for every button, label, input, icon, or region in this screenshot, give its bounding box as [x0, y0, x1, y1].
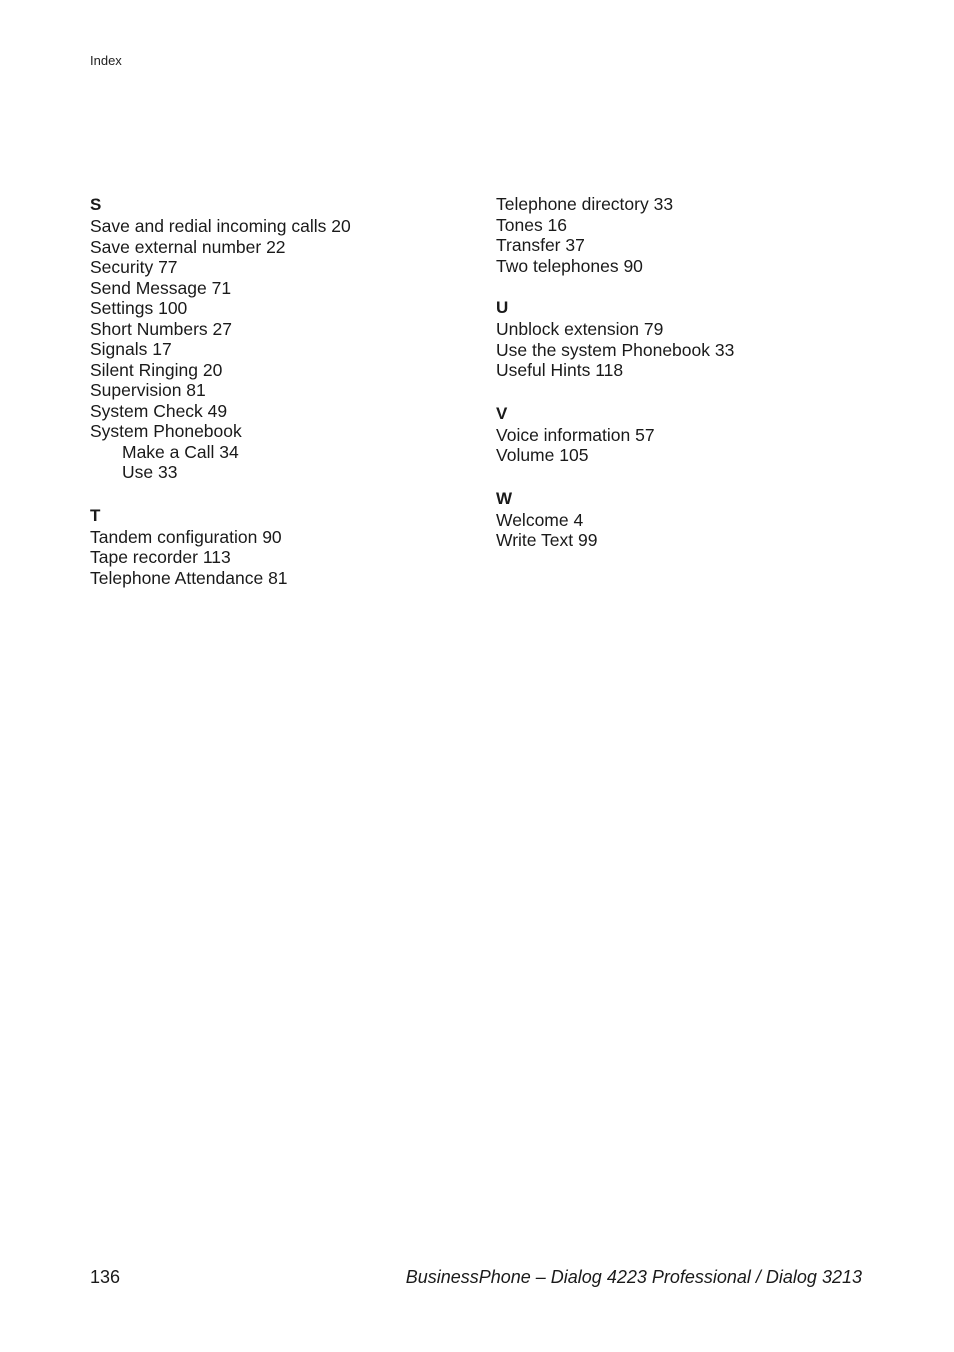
index-section — [90, 194, 470, 483]
index-section — [496, 488, 876, 551]
index-entry: Send Message 71 — [90, 277, 232, 298]
index-entry: System Phonebook — [90, 421, 242, 441]
index-entry: Save and redial incoming calls 20 — [90, 216, 351, 236]
index-entry: Tape recorder 113 — [90, 547, 231, 567]
index-letter-heading: T — [90, 505, 101, 525]
index-entry: Security 77 — [90, 257, 178, 277]
index-subentry: Use 33 — [122, 462, 178, 482]
index-entry: Welcome 4 — [496, 509, 584, 530]
index-entry: Signals 17 — [90, 339, 172, 359]
index-entry: Save external number 22 — [90, 236, 286, 257]
index-entry: Settings 100 — [90, 298, 188, 318]
index-column-left — [90, 194, 470, 610]
index-entry: Tones 16 — [496, 214, 568, 235]
index-entry: Short Numbers 27 — [90, 318, 233, 339]
index-entry: Voice information 57 — [496, 424, 655, 445]
index-entry: Telephone directory 33 — [496, 194, 674, 214]
index-entry: Silent Ringing 20 — [90, 359, 223, 380]
index-subentry: Make a Call 34 — [122, 441, 239, 462]
index-entry: Tandem configuration 90 — [90, 526, 282, 547]
index-entry: Transfer 37 — [496, 235, 585, 255]
document-title: BusinessPhone – Dialog 4223 Professional / Dialog 3213 — [405, 1267, 862, 1287]
index-entry: System Check 49 — [90, 400, 228, 421]
index-entry: Supervision 81 — [90, 380, 206, 400]
index-letter-heading: W — [496, 488, 513, 508]
index-section — [496, 403, 876, 466]
index-entry: Volume 105 — [496, 445, 589, 465]
page-number: 136 — [90, 1267, 121, 1287]
index-letter-heading: V — [496, 403, 508, 423]
running-head: Index — [90, 53, 122, 68]
index-entry: Two telephones 90 — [496, 255, 643, 276]
index-column-right — [496, 194, 876, 573]
index-section — [496, 297, 876, 381]
index-entry: Unblock extension 79 — [496, 319, 664, 339]
index-letter-heading: U — [496, 298, 509, 317]
index-section — [496, 194, 876, 276]
index-entry: Use the system Phonebook 33 — [496, 339, 735, 360]
index-letter-heading: S — [90, 195, 102, 214]
index-section — [90, 505, 470, 589]
index-entry: Useful Hints 118 — [496, 360, 624, 380]
index-entry: Write Text 99 — [496, 530, 598, 550]
index-entry: Telephone Attendance 81 — [90, 567, 288, 588]
